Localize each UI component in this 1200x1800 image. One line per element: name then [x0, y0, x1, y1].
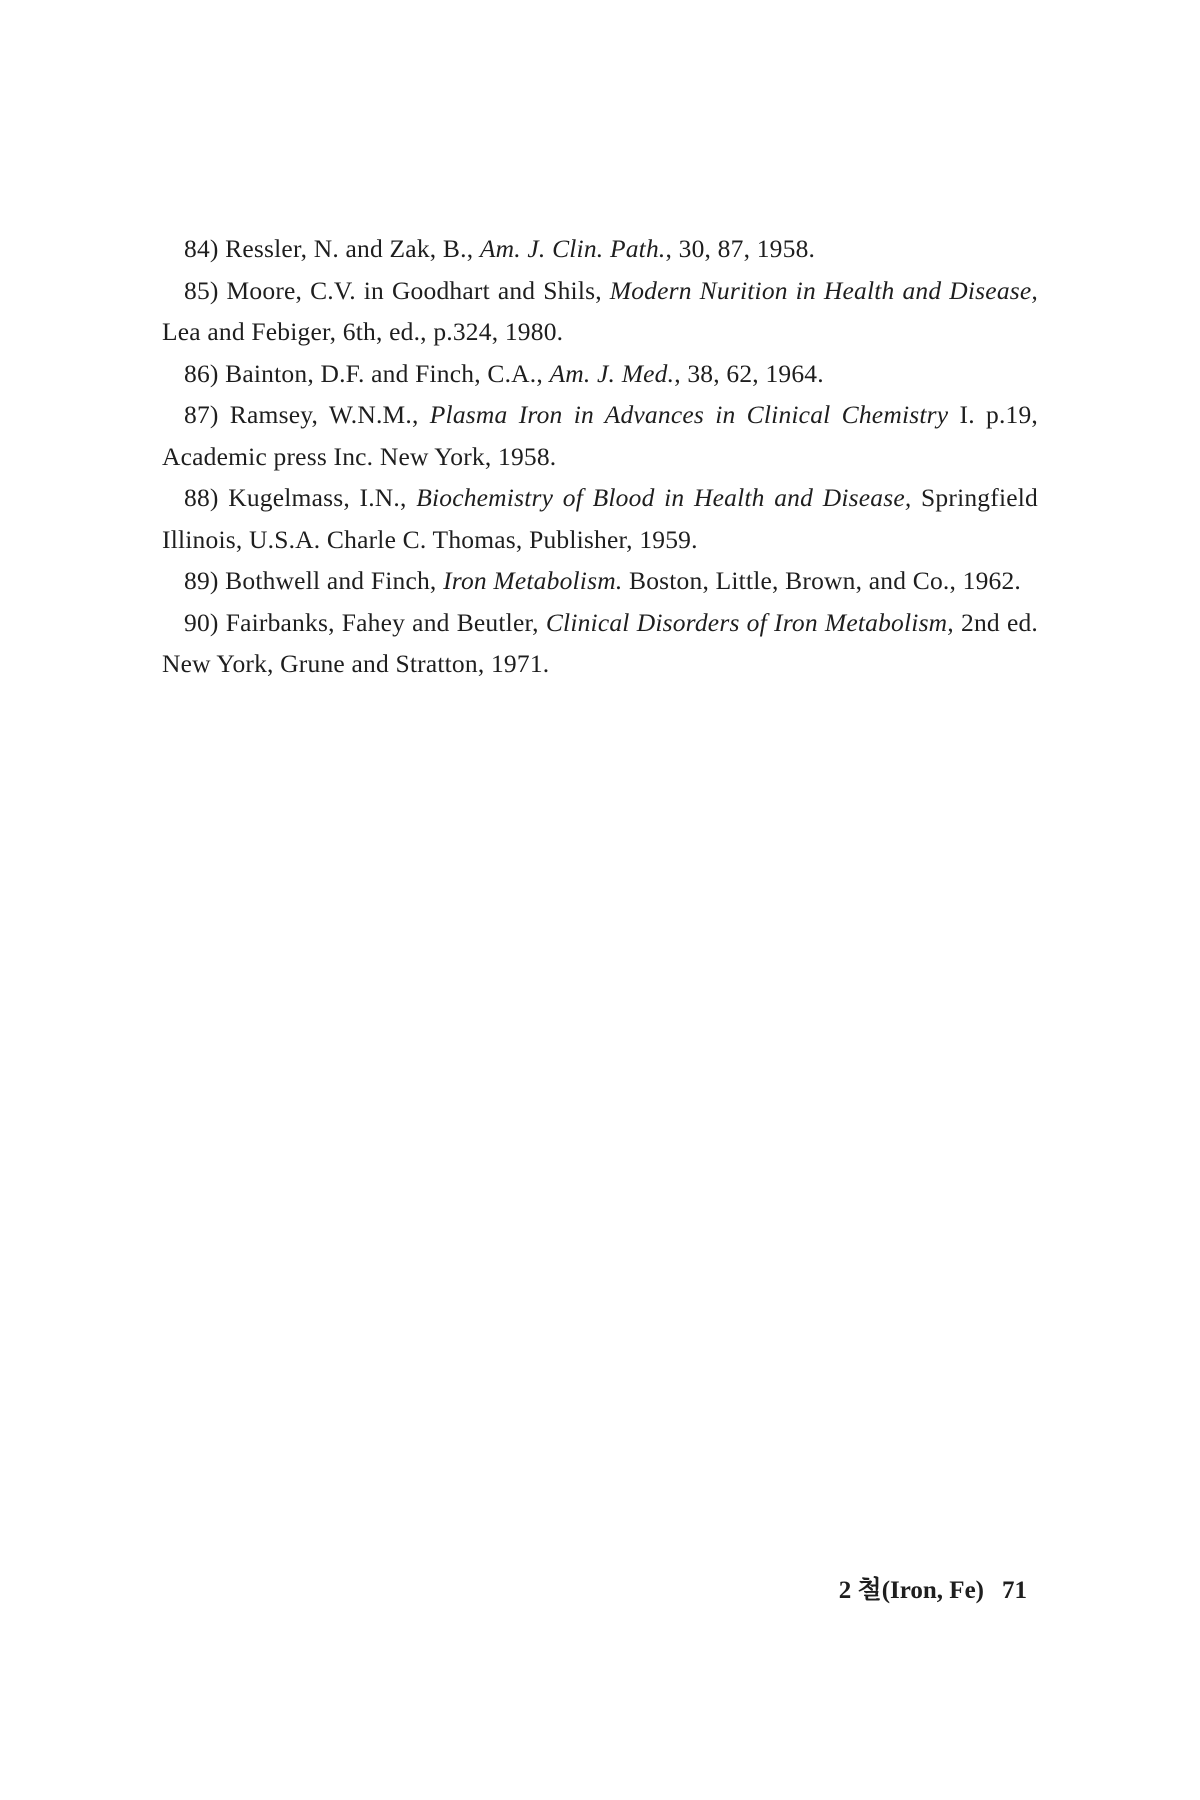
reference-text: 84) Ressler, N. and Zak, B., — [184, 234, 480, 263]
reference-title: Modern Nurition in Health and Disease, — [609, 275, 1038, 305]
reference-86 — [162, 353, 1038, 395]
reference-85 — [162, 270, 1038, 353]
reference-90 — [162, 602, 1038, 685]
reference-text: , 38, 62, 1964. — [674, 358, 824, 388]
reference-title: Clinical Disorders of Iron Metabolism, — [545, 607, 954, 637]
reference-title: Am. J. Med. — [549, 358, 675, 388]
reference-text: Springfield Illinois, U.S.A. Charle C. Thomas, Publisher, 1959. — [162, 483, 1038, 554]
reference-title: Plasma Iron in Advances in Clinical Chemistry — [429, 400, 949, 429]
reference-text: 88) Kugelmass, I.N., — [184, 483, 417, 512]
reference-88 — [162, 477, 1038, 560]
reference-text: 87) Ramsey, W.N.M., — [184, 400, 430, 429]
reference-text: Boston, Little, Brown, and Co., 1962. — [622, 566, 1021, 595]
chapter-label: 2 철(Iron, Fe) — [838, 1577, 984, 1604]
reference-87 — [162, 394, 1038, 477]
reference-title: Am. J. Clin. Path. — [479, 234, 666, 263]
reference-text: 2nd ed. New York, Grune and Stratton, 1971. — [162, 607, 1039, 678]
reference-text: I. p.19, Academic press Inc. New York, 1958. — [162, 400, 1038, 471]
page-footer — [839, 1570, 1027, 1606]
reference-text: 89) Bothwell and Finch, — [184, 566, 444, 595]
reference-84 — [162, 228, 1038, 270]
reference-text: 86) Bainton, D.F. and Finch, C.A., — [184, 358, 550, 388]
reference-title: Biochemistry of Blood in Health and Disease, — [416, 483, 912, 512]
page-number: 71 — [1002, 1577, 1027, 1604]
reference-title: Iron Metabolism. — [443, 566, 623, 595]
reference-text: Lea and Febiger, 6th, ed., p.324, 1980. — [162, 317, 564, 346]
reference-list — [162, 228, 1038, 685]
reference-text: 85) Moore, C.V. in Goodhart and Shils, — [184, 275, 610, 305]
reference-text: , 30, 87, 1958. — [665, 234, 816, 263]
reference-text: 90) Fairbanks, Fahey and Beutler, — [184, 607, 546, 637]
reference-89 — [162, 560, 1038, 602]
